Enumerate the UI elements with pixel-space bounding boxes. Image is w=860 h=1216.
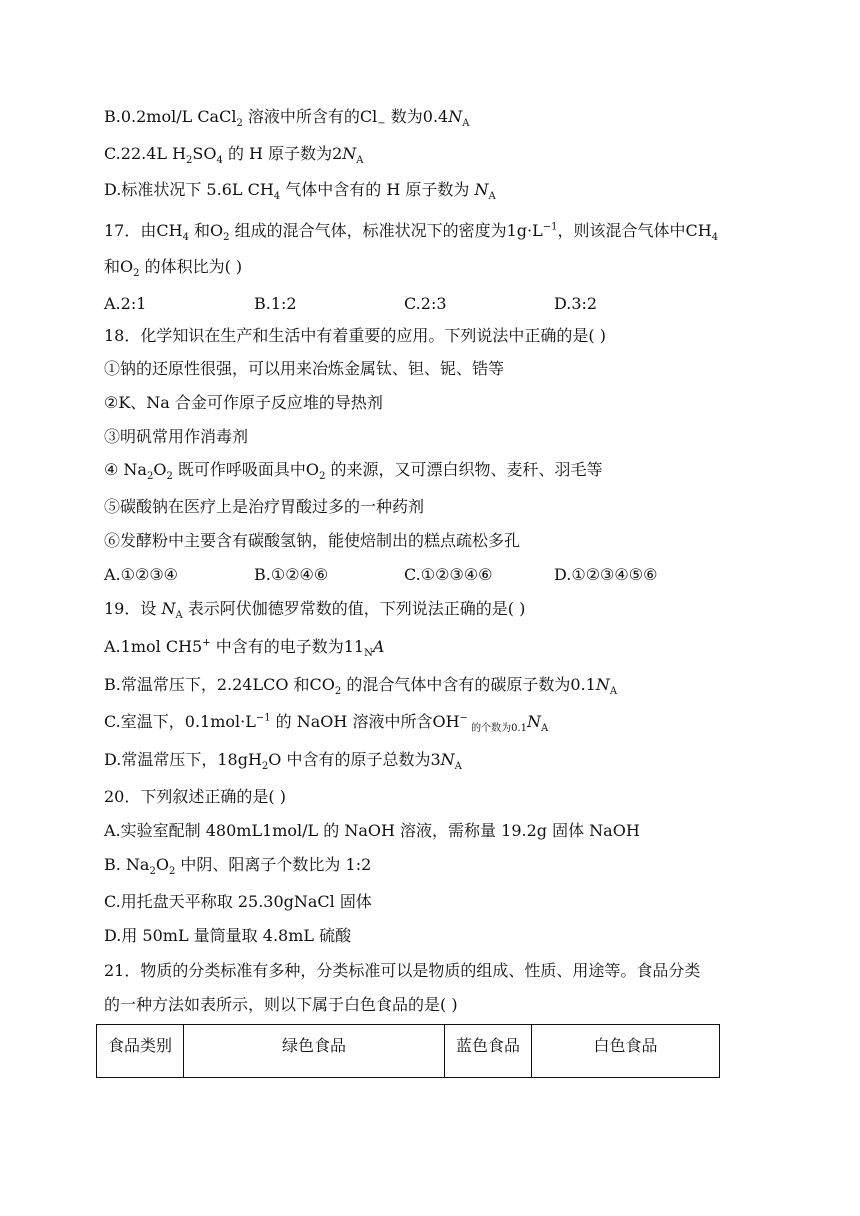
text-segment: N xyxy=(364,648,373,660)
text-segment: 4 xyxy=(216,155,223,167)
text-segment: N xyxy=(440,750,455,769)
text-line xyxy=(104,820,640,842)
text-line xyxy=(104,891,372,913)
text-segment: A xyxy=(372,637,385,656)
text-segment: 19．设 xyxy=(104,599,162,618)
table-header-cell: 蓝色食品 xyxy=(445,1025,532,1078)
text-segment: O 中含有的原子总数为3 xyxy=(268,750,441,769)
text-segment: 组成的混合气体，标准状况下的密度为1g·L xyxy=(229,221,543,240)
text-segment: − xyxy=(377,118,386,130)
text-segment: B. Na xyxy=(104,855,150,874)
text-segment: 中阴、阳离子个数比为 1:2 xyxy=(175,855,372,874)
text-segment: − xyxy=(459,712,468,724)
text-segment: A xyxy=(462,118,470,130)
text-segment: 的一种方法如表所示，则以下属于白色食品的是( ) xyxy=(104,995,458,1014)
text-line xyxy=(104,392,383,414)
text-segment: 表示阿伏伽德罗常数的值，下列说法正确的是( ) xyxy=(182,599,526,618)
text-segment: C.22.4L H xyxy=(104,144,187,163)
text-segment: 5 xyxy=(192,637,203,656)
text-line xyxy=(104,711,548,733)
text-segment: 气体中含有的 H 原子数为 xyxy=(280,180,475,199)
text-segment: B.0.2mol/L CaCl xyxy=(104,107,237,126)
text-line xyxy=(104,994,458,1016)
text-segment: 2 xyxy=(186,155,193,167)
text-segment: 17．由CH xyxy=(104,221,183,240)
text-segment: ⑤碳酸钠在医疗上是治疗胃酸过多的一种药剂 xyxy=(104,497,425,516)
text-segment: 和O xyxy=(104,257,134,276)
text-segment: N xyxy=(342,144,357,163)
text-segment: N xyxy=(527,712,542,731)
text-segment: A xyxy=(175,610,183,622)
food-category-table xyxy=(96,1024,720,1078)
text-segment: 的个数为0.1 xyxy=(467,723,528,735)
text-segment: A xyxy=(541,723,549,735)
text-segment: 4 xyxy=(273,191,281,203)
table-header-cell: 绿色食品 xyxy=(184,1025,445,1078)
text-segment: A xyxy=(454,761,462,773)
text-segment: 21．物质的分类标准有多种，分类标准可以是物质的组成、性质、用途等。食品分类 xyxy=(104,961,701,980)
text-segment: 的 NaOH 溶液中所含OH xyxy=(270,712,460,731)
table-header-cell: 食品类别 xyxy=(97,1025,184,1078)
text-segment: 2 xyxy=(319,471,326,483)
text-segment: 18．化学知识在生产和生活中有着重要的应用。下列说法中正确的是( ) xyxy=(104,326,606,345)
text-segment: ，则该混合气体中CH xyxy=(557,221,712,240)
text-line xyxy=(104,925,351,947)
text-line xyxy=(104,459,603,481)
text-segment: 2 xyxy=(223,232,230,244)
text-line xyxy=(104,106,469,128)
text-segment: ③明矾常用作消毒剂 xyxy=(104,427,249,446)
text-line xyxy=(104,960,700,982)
table-header-cell: 白色食品 xyxy=(532,1025,720,1078)
answer-option: D.①②③④⑤⑥ xyxy=(554,565,658,584)
text-segment: N xyxy=(474,180,489,199)
text-line xyxy=(104,325,606,347)
text-segment: A.1mol CH xyxy=(104,637,193,656)
text-segment: C.室温下，0.1mol·L xyxy=(104,712,256,731)
text-segment: 2 xyxy=(149,866,156,878)
text-segment: A.实验室配制 480mL1mol/L 的 NaOH 溶液，需称量 19.2g 固体 NaOH xyxy=(104,821,640,840)
text-line xyxy=(104,854,371,876)
text-segment: B.常温常压下，2.24LCO 和CO xyxy=(104,675,335,694)
text-line xyxy=(104,749,462,771)
text-segment: ④ Na xyxy=(104,460,147,479)
text-segment: −1 xyxy=(255,712,271,724)
text-line xyxy=(104,636,384,658)
text-segment: 和O xyxy=(188,221,224,240)
text-segment: + xyxy=(202,637,211,649)
text-segment: N xyxy=(448,107,463,126)
text-segment: 4 xyxy=(711,232,719,244)
text-line xyxy=(104,530,520,552)
text-line xyxy=(104,358,504,380)
text-line xyxy=(104,598,525,620)
text-segment: D.标准状况下 5.6L CH xyxy=(104,180,274,199)
text-segment: SO xyxy=(192,144,217,163)
answer-option: C.2:3 xyxy=(404,294,447,313)
text-segment: −1 xyxy=(542,221,558,233)
text-line xyxy=(104,496,424,518)
text-segment: 2 xyxy=(334,686,342,698)
text-segment: 2 xyxy=(236,118,243,130)
text-line xyxy=(104,256,242,278)
text-segment: C.用托盘天平称取 25.30gNaCl 固体 xyxy=(104,892,372,911)
text-segment: O xyxy=(153,460,167,479)
text-segment: 的体积比为( ) xyxy=(139,257,243,276)
text-segment: 2 xyxy=(261,761,269,773)
answer-option: B.①②④⑥ xyxy=(254,565,329,584)
text-line xyxy=(104,179,496,201)
text-segment: D.常温常压下，18gH xyxy=(104,750,262,769)
text-segment: 2 xyxy=(168,866,176,878)
text-segment: ②K、Na 合金可作原子反应堆的导热剂 xyxy=(104,393,383,412)
text-line xyxy=(104,674,617,696)
answer-option: B.1:2 xyxy=(254,294,297,313)
table-row xyxy=(97,1025,720,1078)
text-segment: 2 xyxy=(166,471,173,483)
text-segment: 的混合气体中含有的碳原子数为0.1 xyxy=(341,675,596,694)
text-segment: 溶液中所含有的Cl xyxy=(242,107,378,126)
answer-option: D.3:2 xyxy=(554,294,598,313)
text-segment: A xyxy=(488,191,496,203)
answer-option: A.①②③④ xyxy=(104,565,179,584)
text-segment: N xyxy=(595,675,610,694)
text-segment: 20．下列叙述正确的是( ) xyxy=(104,787,286,806)
text-segment: N xyxy=(161,599,176,618)
text-line xyxy=(104,220,718,242)
text-segment: 2 xyxy=(146,471,154,483)
text-segment: 2 xyxy=(133,268,140,280)
text-segment: 的来源，又可漂白织物、麦秆、羽毛等 xyxy=(325,460,603,479)
answer-option: A.2:1 xyxy=(104,294,147,313)
text-segment: D.用 50mL 量筒量取 4.8mL 硫酸 xyxy=(104,926,352,945)
text-segment: 既可作呼吸面具中O xyxy=(172,460,320,479)
text-segment: 数为0.4 xyxy=(385,107,449,126)
text-line xyxy=(104,143,364,165)
text-line xyxy=(104,426,248,448)
text-segment: ①钠的还原性很强，可以用来冶炼金属钛、钽、铌、锆等 xyxy=(104,359,505,378)
text-segment: 中含有的电子数为11 xyxy=(210,637,365,656)
text-segment: 的 H 原子数为2 xyxy=(222,144,343,163)
text-segment: 4 xyxy=(182,232,189,244)
text-segment: O xyxy=(155,855,169,874)
answer-option: C.①②③④⑥ xyxy=(404,565,493,584)
text-segment: ⑥发酵粉中主要含有碳酸氢钠，能使焙制出的糕点疏松多孔 xyxy=(104,531,521,550)
text-segment: A xyxy=(609,686,618,698)
text-segment: A xyxy=(356,155,364,167)
text-line xyxy=(104,786,286,808)
